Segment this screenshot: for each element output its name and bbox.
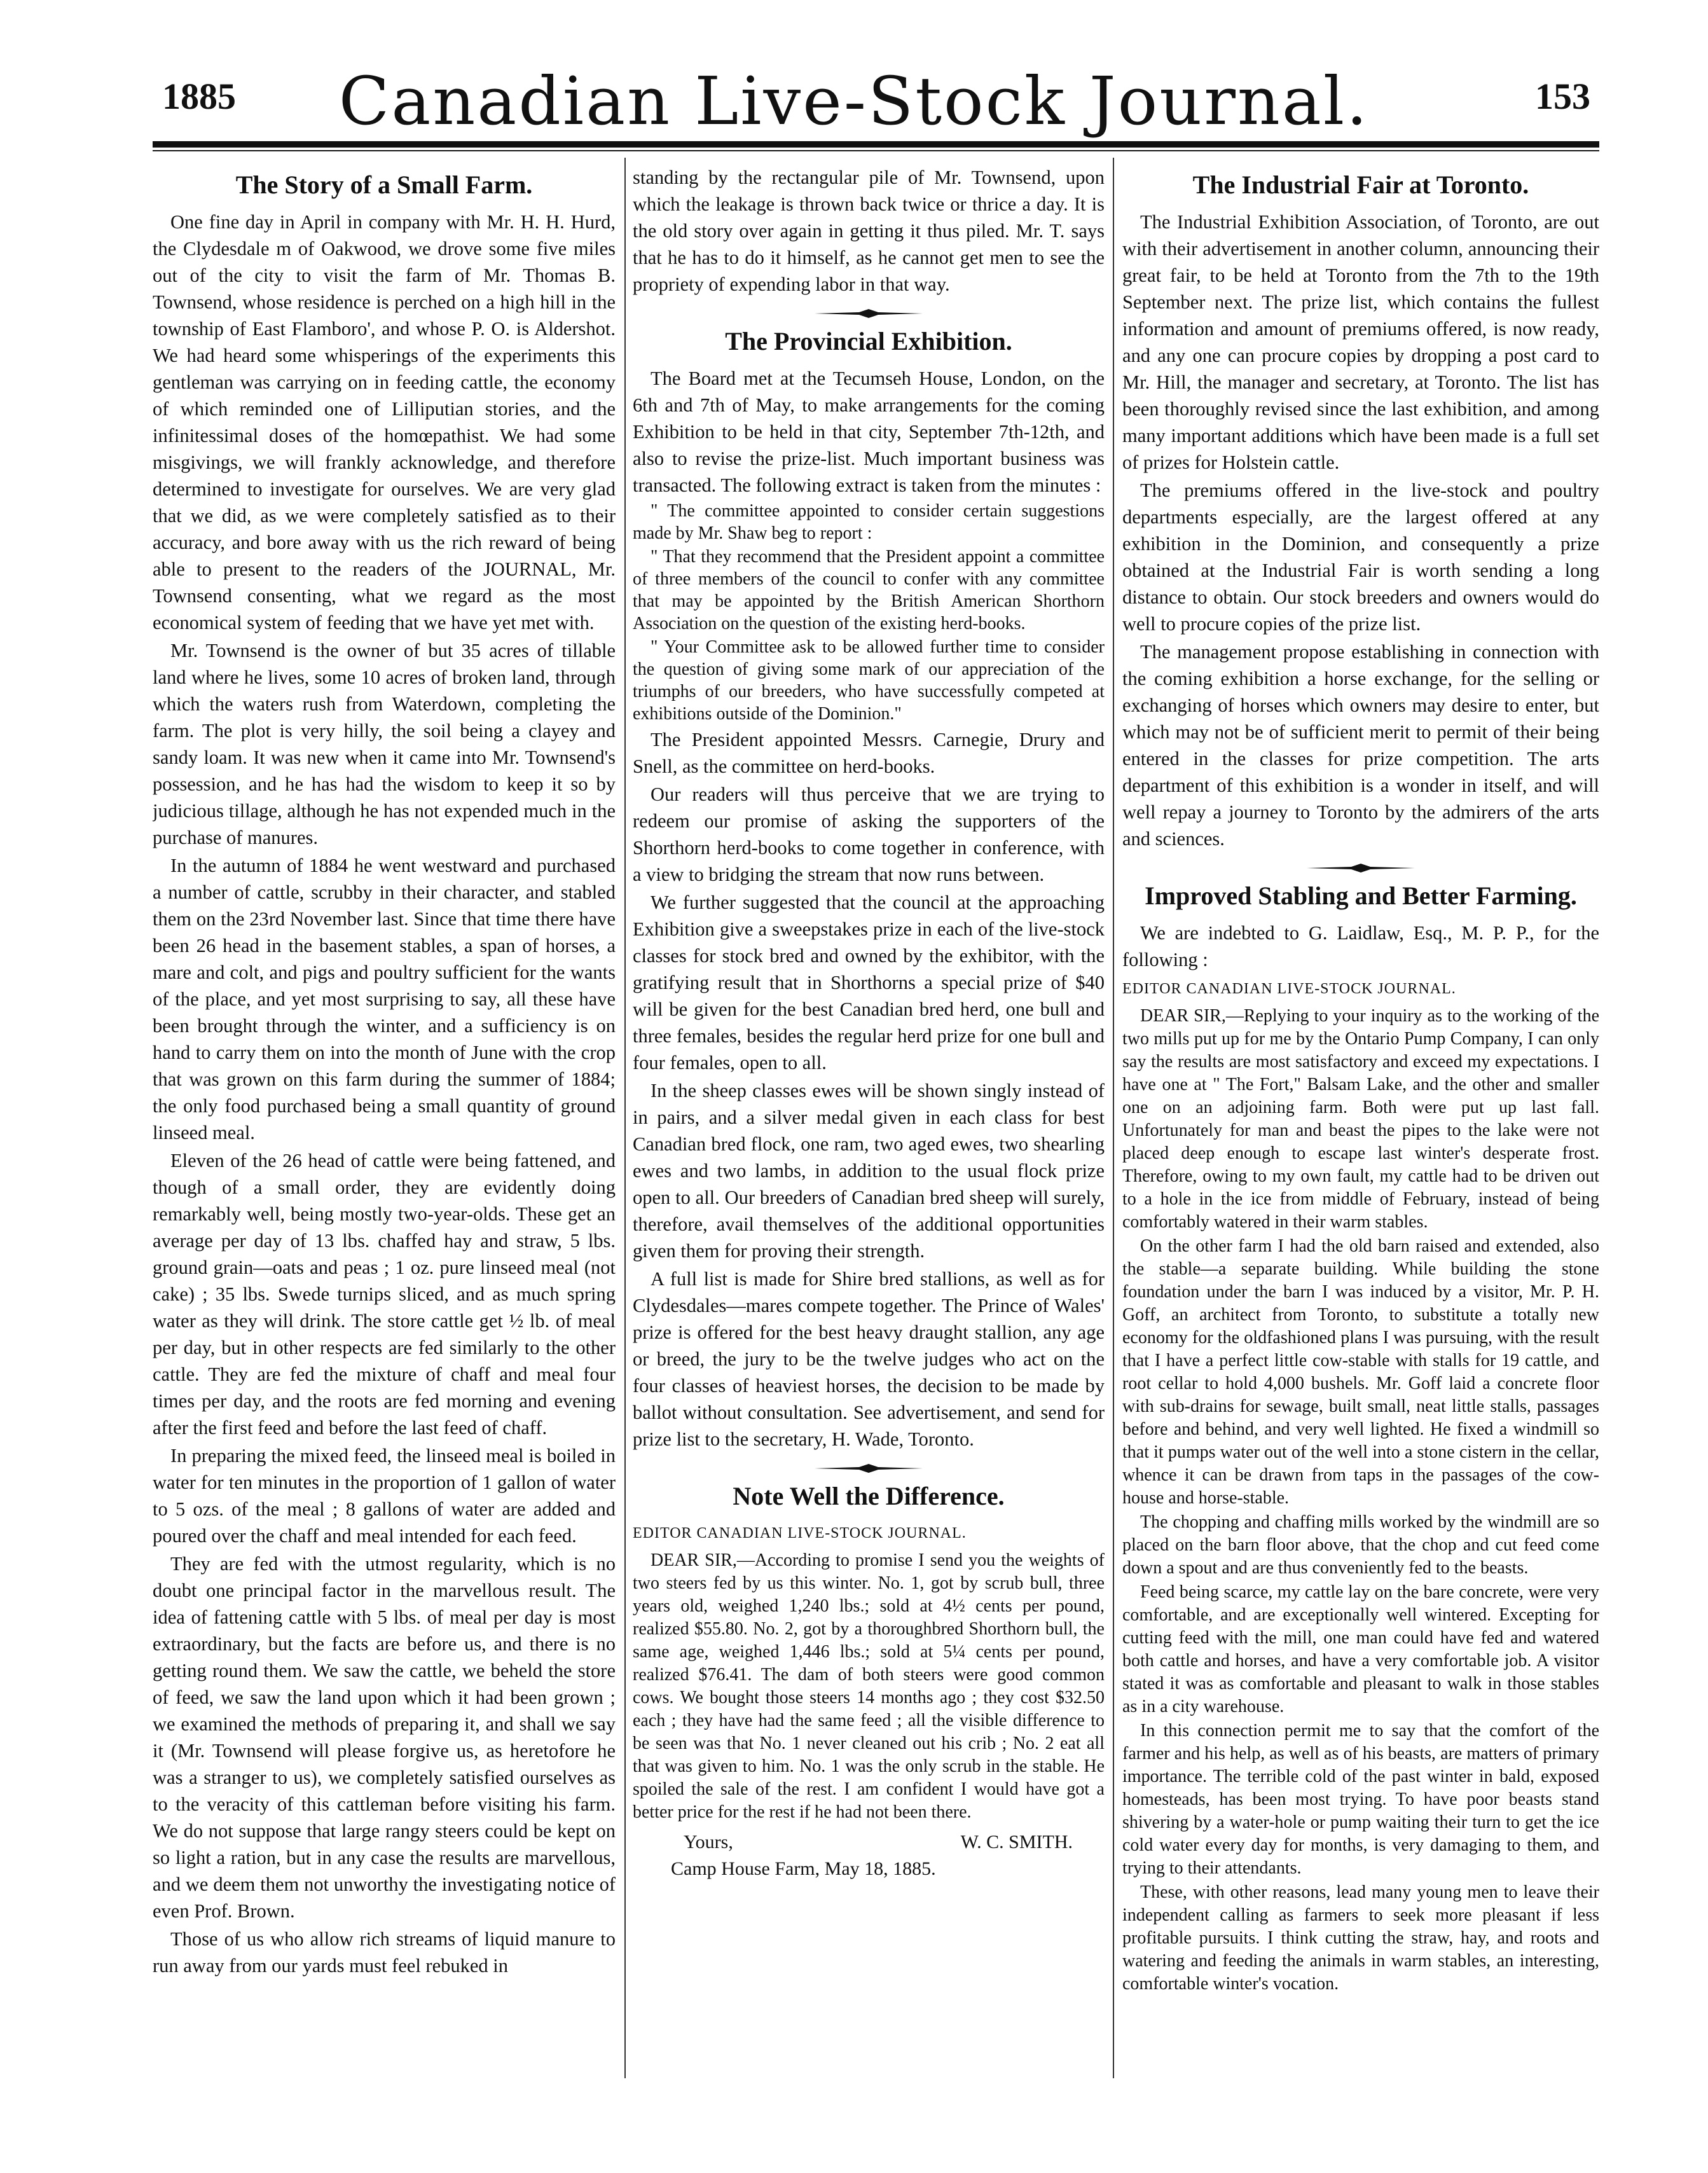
- article-paragraph: A full list is made for Shire bred stallions, as well as for Clydesdales—mares compete together. The Prince of Wales' prize is offered for the best heavy draught stallion, any age or breed, the jury to be the twelve judges who act on the four classes of heaviest horses, the decision to be made by ballot without consultation. See advertisement, and send for prize list to the secretary, H. Wade, Toronto.: [633, 1268, 1105, 1450]
- article-paragraph: They are fed with the utmost regularity, which is no doubt one principal factor in the marvellous result. The idea of fattening cattle with 5 lbs. of meal per day is most extraordinary, but the facts are before us, and there is no getting round them. We saw the cattle, we beheld the store of feed, we saw the land upon which it had been grown ; we examined the methods of preparing it, and shall we say it (Mr. Townsend will please forgive us, as heretofore he was a stranger to us), we completely satisfied ourselves as to the veracity of this cattleman before visiting his farm. We do not suppose that large rangy steers could be kept on so light a ration, but in any case the results are marvellous, and we deem them not unworthy the investigating notice of even Prof. Brown.: [153, 1553, 616, 1922]
- article-paragraph: We further suggested that the council at the approaching Exhibition give a sweepstakes prize in each of the live-stock classes for stock bred and owned by the exhibitor, with the gratifying result that in Shorthorns a special prize of $40 will be given for the best Canadian bred herd, one bull and three females, besides the regular herd prize for one bull and four females, open to all.: [633, 892, 1105, 1073]
- article-continuation: standing by the rectangular pile of Mr. Townsend, upon which the leakage is thrown back twice or thrice a day. It is the old story over again in getting it thus piled. Mr. T. says that he has to do it himself, as he cannot get men to see the propriety of expending labor in that way.: [633, 167, 1105, 295]
- letter-header: EDITOR CANADIAN LIVE-STOCK JOURNAL.: [1122, 981, 1456, 997]
- article-paragraph: The management propose establishing in connection with the coming exhibition a horse exchange, for the selling or exchanging of horses which owners may desire to enter, but which may not be of sufficient merit to permit of their being entered in the classes for prize competition. The arts department of this exhibition is a wonder in itself, and will well repay a journey to Toronto by the admirers of the arts and sciences.: [1122, 641, 1599, 850]
- letter-body: DEAR SIR,—According to promise I send you the weights of two steers fed by us this winter. No. 1, got by scrub bull, three years old, weighed 1,240 lbs.; sold at 4½ cents per pound, realized $55.80. No. 2, got by a thoroughbred Shorthorn bull, the same age, weighed 1,446 lbs.; sold at 5¼ cents per pound, realized $76.41. The dam of both steers were good common cows. We bought those steers 14 months ago ; they cost $32.50 each ; they have had the same feed ; all the visible difference to be seen was that No. 1 never cleaned out his crib ; No. 2 eat all that was given to him. No. 1 was the only scrub in the stable. He spoiled the sale of the rest. I am confident I would have got a better price for the rest if he had not been there.: [633, 1550, 1105, 1822]
- article-heading-small-farm: The Story of a Small Farm.: [235, 170, 533, 199]
- letter-place-date: Camp House Farm, May 18, 1885.: [671, 1858, 936, 1879]
- column-1: [153, 164, 616, 2078]
- column-divider: [624, 158, 626, 2078]
- masthead-rule-thick: [153, 141, 1599, 148]
- letter-signature-line: [633, 1825, 1105, 1856]
- minutes-quote: " The committee appointed to consider certain suggestions made by Mr. Shaw beg to report :: [633, 501, 1105, 543]
- article-paragraph: The premiums offered in the live-stock and poultry departments especially, are the largest offered at any exhibition in the Dominion, and consequently a prize obtained at the Industrial Fair is worth sending a long distance to obtain. Our stock breeders and owners would do well to procure copies of the prize list.: [1122, 479, 1599, 635]
- article-paragraph: In the autumn of 1884 he went westward and purchased a number of cattle, scrubby in their character, and stabled them on the 23rd November last. Since that time there have been 26 head in the basement stables, a span of horses, a mare and colt, and pigs and poultry sufficient for the wants of the place, and yet most surprising to say, all these have been brought through the winter, and a sufficiency is on hand to carry them on into the month of June with the crop that was grown on this farm during the summer of 1884; the only food purchased being a small quantity of ground linseed meal.: [153, 855, 616, 1143]
- masthead-year: 1885: [162, 76, 236, 117]
- masthead-page-number: 153: [1535, 76, 1590, 117]
- letter-paragraph: DEAR SIR,—Replying to your inquiry as to the working of the two mills put up for me by the Ontario Pump Company, I can only say the results are most satisfactory and exceed my expectations. I have one at " The Fort," Balsam Lake, and the other and smaller one on an adjoining farm. Both were put up last fall. Unfortunately for man and beast the pipes to the lake were not placed deep enough to escape last winter's desperate frost. Therefore, owing to my own fault, my cattle had to be driven out to a hole in the ice from middle of February, instead of being comfortably watered in their warm stables.: [1122, 1006, 1599, 1232]
- column-2: [633, 164, 1105, 2078]
- minutes-quote: " That they recommend that the President appoint a committee of three members of the council to confer with any committee that may be appointed by the British American Shorthorn Association on the question of the existing herd-books.: [633, 547, 1105, 633]
- article-paragraph: The Industrial Exhibition Association, of Toronto, are out with their advertisement in another column, announcing their great fair, to be held at Toronto from the 7th to the 19th September next. The prize list, which contains the fullest information and amount of premiums offered, is now ready, and any one can procure copies by dropping a post card to Mr. Hill, the manager and secretary, at Toronto. The list has been thoroughly revised since the last exhibition, and among many important additions which have been made is a full set of prizes for Holstein cattle.: [1122, 211, 1599, 473]
- article-heading-provincial-exhibition: The Provincial Exhibition.: [725, 327, 1012, 355]
- letter-paragraph: These, with other reasons, lead many young men to leave their independent calling as farmers to seek more pleasant if less profitable pursuits. I think cutting the straw, hay, and roots and watering and feeding the animals in warm stables, an interesting, comfortable winter's vocation.: [1122, 1882, 1599, 1994]
- letter-paragraph: In this connection permit me to say that the comfort of the farmer and his help, as well as of his beasts, are matters of primary importance. The terrible cold of the past winter in bald, exposed homesteads, has been most trying. To have poor beasts stand shivering by a water-hole or pump waiting their turn to get the ice cold water every day for months, is very damaging to them, and trying to their attendants.: [1122, 1721, 1599, 1878]
- article-paragraph: Those of us who allow rich streams of liquid manure to run away from our yards must feel rebuked in: [153, 1928, 616, 1976]
- article-heading-note-well: Note Well the Difference.: [733, 1482, 1005, 1510]
- section-ornament: [815, 309, 923, 318]
- section-ornament: [815, 1464, 923, 1473]
- masthead-rule-thin: [153, 150, 1599, 151]
- article-heading-industrial-fair: The Industrial Fair at Toronto.: [1192, 170, 1529, 199]
- masthead-title: Canadian Live-Stock Journal.: [338, 62, 1370, 140]
- letter-paragraph: On the other farm I had the old barn raised and extended, also the stable—a separate building. While building the stone foundation under the barn I was induced by a visitor, Mr. P. H. Goff, an architect from Toronto, to substitute a totally new economy for the oldfashioned plans I was pursuing, with the result that I have a perfect little cow-stable with stalls for 19 cattle, and root cellar to hold 4,000 bushels. Mr. Goff laid a concrete floor with sub-drains for sewage, built small, neat little stalls, passages before and behind, and very well lighted. He fixed a windmill so that it pumps water out of the well into a stone cistern in the cellar, whence it can be drawn from taps in the passages of the cow-house and horse-stable.: [1122, 1236, 1599, 1508]
- letter-header: EDITOR CANADIAN LIVE-STOCK JOURNAL.: [633, 1525, 967, 1542]
- article-paragraph: The Board met at the Tecumseh House, London, on the 6th and 7th of May, to make arrangements for the coming Exhibition to be held in that city, September 7th-12th, and also to revise the prize-list. Much important business was transacted. The following extract is taken from the minutes :: [633, 368, 1105, 496]
- column-divider: [1113, 158, 1114, 2078]
- article-heading-improved-stabling: Improved Stabling and Better Farming.: [1145, 881, 1577, 910]
- letter-paragraph: The chopping and chaffing mills worked by the windmill are so placed on the barn floor above, that the chop and cut feed come down a spout and are thus conveniently fed to the beasts.: [1122, 1512, 1599, 1578]
- article-paragraph: In the sheep classes ewes will be shown singly instead of in pairs, and a silver medal given in each class for best Canadian bred flock, one ram, two aged ewes, two shearling ewes and two lambs, in addition to the usual flock prize open to all. Our breeders of Canadian bred sheep will surely, therefore, avail themselves of the additional opportunities given them for proving their strength.: [633, 1080, 1105, 1262]
- article-paragraph: Mr. Townsend is the owner of but 35 acres of tillable land where he lives, some 10 acres of broken land, through which the waters rush from Waterdown, completing the farm. The plot is very hilly, the soil being a clayey and sandy loam. It was new when it came into Mr. Townsend's possession, and he has had the wisdom to keep it so by judicious tillage, although he has not expended much in the purchase of manures.: [153, 640, 616, 848]
- minutes-quote: " Your Committee ask to be allowed further time to consider the question of giving some mark of our appreciation of the triumphs of our breeders, who have successfully competed at exhibitions outside of the Dominion.": [633, 637, 1105, 724]
- article-paragraph: Eleven of the 26 head of cattle were being fattened, and though of a small order, they are evidently doing remarkably well, being mostly two-year-olds. These get an average per day of 13 lbs. chaffed hay and straw, 5 lbs. ground grain—oats and peas ; 1 oz. pure linseed meal (not cake) ; 35 lbs. Swede turnips sliced, and as much spring water as they will drink. The store cattle get ½ lb. of meal per day, but in other respects are fed similarly to the other cattle. They are fed the mixture of chaff and meal four times per day, and the roots are fed morning and evening after the first feed and before the last feed of chaff.: [153, 1150, 616, 1438]
- article-paragraph: We are indebted to G. Laidlaw, Esq., M. P. P., for the following :: [1122, 922, 1599, 970]
- column-3: [1122, 164, 1599, 2078]
- section-ornament: [1307, 864, 1415, 873]
- article-paragraph: One fine day in April in company with Mr. H. H. Hurd, the Clydesdale m of Oakwood, we drove some five miles out of the city to visit the farm of Mr. Thomas B. Townsend, whose residence is perched on a high hill in the township of East Flamboro', and whose P. O. is Aldershot. We had heard some whisperings of the experiments this gentleman was carrying on in feeding cattle, the economy of which reminded one of Lilliputian stories, and the infinitessimal doses of the homœpathist. We had some misgivings, we will frankly acknowledge, and therefore determined to investigate for ourselves. We are very glad that we did, as we were completely satisfied as to their accuracy, and bore away with us the rich reward of being able to present to the readers of the JOURNAL, Mr. Townsend consenting, what we regard as the most economical system of feeding that we have yet met with.: [153, 211, 616, 633]
- article-paragraph: Our readers will thus perceive that we are trying to redeem our promise of asking the supporters of the Shorthorn herd-books to come together in conference, with a view to bridging the stream that now runs between.: [633, 783, 1105, 885]
- article-paragraph: In preparing the mixed feed, the linseed meal is boiled in water for ten minutes in the proportion of 1 gallon of water to 5 ozs. of the meal ; 8 gallons of water are added and poured over the chaff and meal intended for each feed.: [153, 1445, 616, 1547]
- letter-closing: Yours,: [684, 1832, 733, 1852]
- letter-paragraph: Feed being scarce, my cattle lay on the bare concrete, were very comfortable, and are exceptionally well wintered. Excepting for cutting feed with the mill, one man could have fed and watered both cattle and horses, and have a very comfortable job. A visitor stated it was as comfortable and pleasant to walk in those stables as in a city warehouse.: [1122, 1582, 1599, 1716]
- article-paragraph: The President appointed Messrs. Carnegie, Drury and Snell, as the committee on herd-books.: [633, 729, 1105, 777]
- letter-signature: W. C. SMITH.: [960, 1832, 1073, 1852]
